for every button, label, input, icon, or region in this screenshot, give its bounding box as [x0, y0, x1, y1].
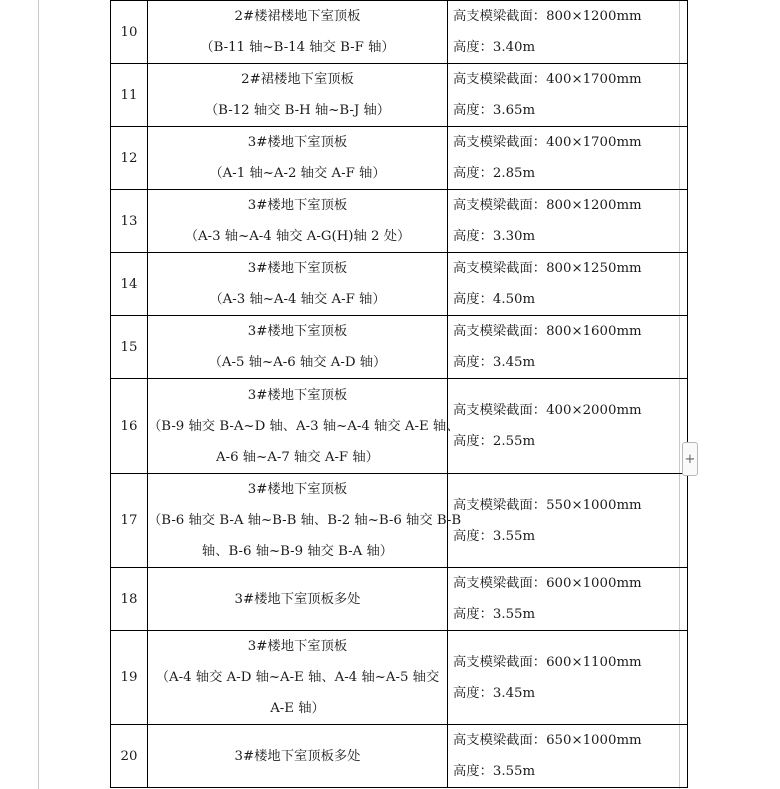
spec-cell — [448, 253, 688, 316]
table-row — [111, 253, 688, 316]
spec-cell — [448, 568, 688, 631]
location-line: 3#楼地下室顶板 — [247, 135, 348, 150]
location-line: （B-12 轴交 B-H 轴~B-J 轴） — [204, 103, 391, 118]
table-row — [111, 631, 688, 725]
location-line: （A-3 轴~A-4 轴交 A-G(H)轴 2 处） — [184, 229, 411, 244]
beam-section-text: 高支模梁截面：400×1700mm — [453, 72, 642, 87]
spec-cell — [448, 190, 688, 253]
location-line: 2#裙楼地下室顶板 — [241, 72, 354, 87]
location-line: A-E 轴） — [270, 701, 325, 716]
table-row — [111, 379, 688, 474]
table-row — [111, 1, 688, 64]
row-number: 14 — [111, 253, 148, 316]
location-cell — [148, 1, 448, 64]
location-line: A-6 轴~A-7 轴交 A-F 轴） — [216, 449, 379, 465]
beam-section-text: 高支模梁截面：800×1200mm — [453, 198, 642, 213]
row-number: 20 — [111, 725, 148, 788]
height-text: 高度：3.55m — [453, 764, 536, 779]
beam-section-text: 高支模梁截面：800×1250mm — [453, 261, 642, 276]
location-cell — [148, 190, 448, 253]
location-cell — [148, 474, 462, 568]
location-line: 轴、B-6 轴~B-9 轴交 B-A 轴） — [201, 544, 394, 559]
table-row — [111, 725, 688, 788]
row-number: 19 — [111, 631, 148, 725]
beam-section-text: 高支模梁截面：400×2000mm — [453, 403, 642, 418]
beam-section-text: 高支模梁截面：650×1000mm — [453, 733, 642, 748]
spec-cell — [448, 631, 688, 725]
height-text: 高度：3.45m — [453, 355, 536, 370]
location-line: （A-4 轴交 A-D 轴~A-E 轴、A-4 轴~A-5 轴交 — [155, 670, 440, 685]
spec-cell — [448, 725, 688, 788]
table-row — [111, 316, 688, 379]
beam-section-text: 高支模梁截面：600×1100mm — [453, 654, 642, 670]
table-body — [111, 1, 688, 788]
table-row — [111, 568, 688, 631]
height-text: 高度：2.55m — [453, 434, 536, 449]
location-line: 3#楼地下室顶板 — [247, 387, 348, 403]
location-cell — [148, 64, 448, 127]
spec-cell — [448, 379, 688, 474]
location-line: 3#楼地下室顶板 — [247, 482, 348, 497]
location-line: 3#楼地下室顶板多处 — [234, 748, 361, 764]
location-line: （A-1 轴~A-2 轴交 A-F 轴） — [209, 166, 386, 181]
location-cell — [148, 127, 448, 190]
add-row-button[interactable]: + — [682, 442, 698, 476]
row-number: 18 — [111, 568, 148, 631]
beam-section-text: 高支模梁截面：600×1000mm — [453, 576, 642, 591]
table-row — [111, 190, 688, 253]
spec-cell — [448, 1, 688, 64]
row-number: 12 — [111, 127, 148, 190]
height-text: 高度：3.45m — [453, 685, 536, 701]
height-text: 高度：3.65m — [453, 103, 536, 118]
location-cell — [148, 568, 448, 631]
spec-cell — [448, 127, 688, 190]
location-line: 3#楼地下室顶板 — [247, 198, 348, 213]
beam-section-text: 高支模梁截面：400×1700mm — [453, 135, 642, 150]
location-cell — [148, 379, 460, 474]
location-line: （A-5 轴~A-6 轴交 A-D 轴） — [208, 355, 387, 370]
spec-cell — [448, 316, 688, 379]
table-row — [111, 64, 688, 127]
location-line: （B-6 轴交 B-A 轴~B-B 轴、B-2 轴~B-6 轴交 B-B — [148, 513, 462, 528]
location-cell — [148, 725, 448, 788]
table-row — [111, 127, 688, 190]
table-row — [111, 474, 688, 568]
row-number: 11 — [111, 64, 148, 127]
location-line: （B-11 轴~B-14 轴交 B-F 轴） — [200, 40, 395, 55]
spec-cell — [448, 64, 688, 127]
height-text: 高度：4.50m — [453, 292, 536, 307]
location-line: 3#楼地下室顶板 — [247, 639, 348, 654]
row-number: 10 — [111, 1, 148, 64]
location-cell — [148, 631, 448, 725]
beam-section-text: 高支模梁截面：800×1600mm — [453, 324, 642, 339]
beam-section-text: 高支模梁截面：800×1200mm — [453, 9, 642, 24]
height-text: 高度：3.55m — [453, 607, 536, 622]
height-text: 高度：2.85m — [453, 166, 536, 181]
location-line: （B-9 轴交 B-A~D 轴、A-3 轴~A-4 轴交 A-E 轴、 — [148, 418, 460, 434]
location-line: 3#楼地下室顶板 — [247, 324, 348, 339]
row-number: 13 — [111, 190, 148, 253]
beam-section-text: 高支模梁截面：550×1000mm — [453, 497, 642, 513]
location-line: 3#楼地下室顶板 — [247, 261, 348, 276]
location-cell — [148, 316, 448, 379]
height-text: 高度：3.30m — [453, 229, 536, 244]
row-number: 15 — [111, 316, 148, 379]
row-number: 16 — [111, 379, 148, 474]
location-line: 2#楼裙楼地下室顶板 — [234, 9, 361, 24]
formwork-table — [110, 0, 688, 788]
height-text: 高度：3.55m — [453, 528, 536, 544]
location-line: 3#楼地下室顶板多处 — [234, 591, 361, 607]
location-cell — [148, 253, 448, 316]
location-line: （A-3 轴~A-4 轴交 A-F 轴） — [209, 292, 386, 307]
page-left-edge — [38, 0, 39, 789]
row-number: 17 — [111, 474, 148, 568]
height-text: 高度：3.40m — [453, 40, 536, 55]
spec-cell — [448, 474, 688, 568]
